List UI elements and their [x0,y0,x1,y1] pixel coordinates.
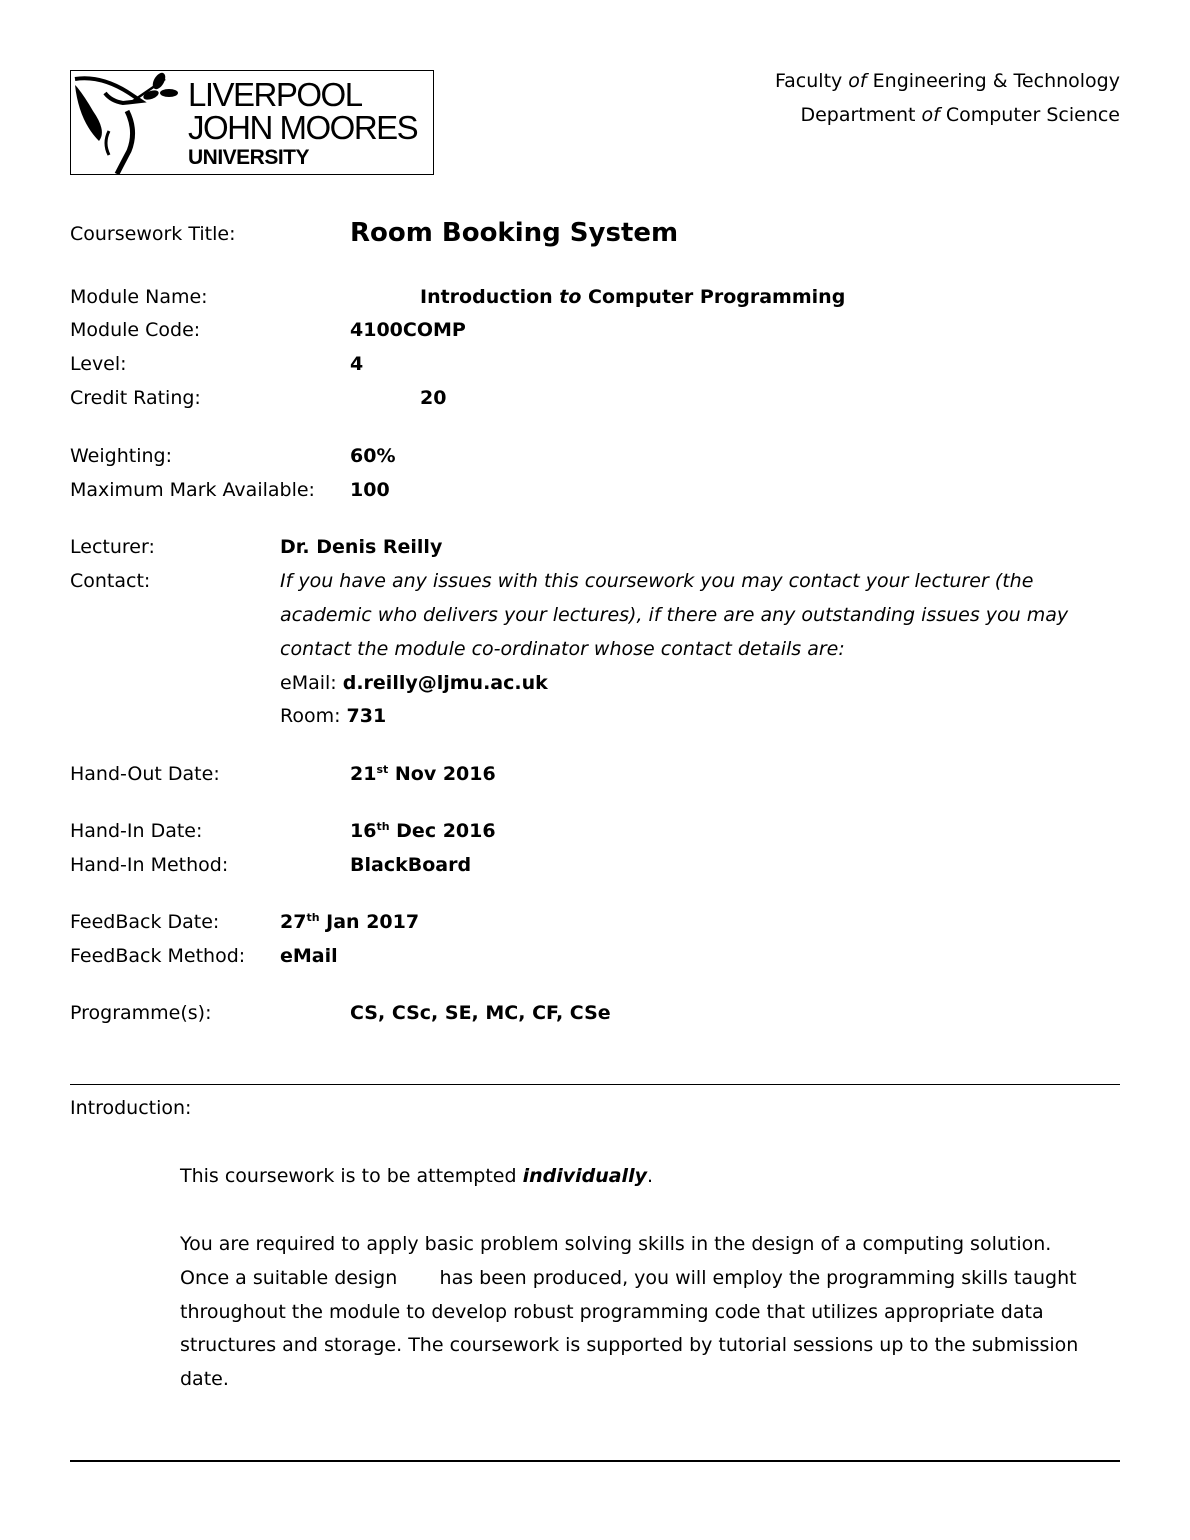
university-logo [70,70,434,175]
lecturer: Dr. Denis Reilly [280,536,443,558]
intro-paragraph-1 [180,1164,653,1188]
programmes: CS, CSc, SE, MC, CF, CSe [350,1002,611,1024]
divider [70,1460,1120,1462]
room-row [280,704,386,728]
handout-label: Hand-Out Date: [70,763,220,785]
text: 27 [280,911,307,933]
intro-paragraph-2-line: throughout the module to develop robust programming code that utilizes appropriate data [180,1301,1044,1323]
intro-paragraph-2-line: You are required to apply basic problem solving skills in the design of a computing solution. [180,1233,1052,1255]
text: Computer Science [939,104,1120,126]
text: Engineering & Technology [866,70,1120,92]
text: of [848,70,867,92]
text: 21 [350,763,377,785]
email-row [280,671,548,695]
logo-line-1: LIVERPOOL [188,76,362,113]
text: Computer Programming [581,286,846,308]
text: . [646,1165,654,1187]
room-label: Room: [280,705,347,727]
logo-line-2: JOHN MOORES [188,109,418,146]
contact-label: Contact: [70,570,151,592]
handout-date [350,762,496,786]
text: th [306,911,320,924]
credit-label: Credit Rating: [70,387,201,409]
email-link[interactable]: d.reilly@ljmu.ac.uk [342,672,548,694]
text: to [559,286,582,308]
text: Introduction [420,286,560,308]
text: 16 [350,820,377,842]
email-label: eMail: [280,672,343,694]
text: This coursework is to be attempted [180,1165,523,1187]
text: th [376,820,390,833]
handin-method: BlackBoard [350,854,472,876]
feedback-method-label: FeedBack Method: [70,945,246,967]
text: individually [522,1165,647,1187]
introduction-heading: Introduction: [70,1097,192,1119]
level: 4 [350,353,364,375]
max-mark: 100 [350,479,390,501]
department-name [800,103,1120,127]
room: 731 [346,705,387,727]
text: Nov 2016 [388,763,496,785]
intro-paragraph-2-line: Once a suitable design has been produced, you will employ the programming skills taught [180,1267,1077,1289]
module-code: 4100COMP [350,319,466,341]
title-label: Coursework Title: [70,223,236,245]
handin-method-label: Hand-In Method: [70,854,229,876]
module-name-label: Module Name: [70,286,208,308]
contact-text: contact the module co-ordinator whose contact details are: [280,638,845,660]
intro-paragraph-2-line: structures and storage. The coursework is supported by tutorial sessions up to the submission [180,1334,1079,1356]
module-name [420,285,845,309]
weighting-label: Weighting: [70,445,172,467]
text: of [921,104,940,126]
max-mark-label: Maximum Mark Available: [70,479,315,501]
handin-date [350,819,496,843]
lecturer-label: Lecturer: [70,536,155,558]
weighting: 60% [350,445,396,467]
text: Dec 2016 [389,820,496,842]
text: st [376,763,389,776]
feedback-method: eMail [280,945,338,967]
feedback-label: FeedBack Date: [70,911,220,933]
level-label: Level: [70,353,127,375]
credit-rating: 20 [420,387,447,409]
intro-paragraph-2-line: date. [180,1368,229,1390]
faculty-name [775,69,1120,93]
module-code-label: Module Code: [70,319,201,341]
text: Faculty [774,70,849,92]
programmes-label: Programme(s): [70,1002,212,1024]
logo-line-3: UNIVERSITY [188,146,310,169]
contact-text: If you have any issues with this coursework you may contact your lecturer (the [280,570,1034,592]
liver-bird-icon [71,71,186,174]
divider [70,1084,1120,1085]
text: Department [800,104,922,126]
coursework-title: Room Booking System [350,218,679,248]
handin-label: Hand-In Date: [70,820,203,842]
contact-text: academic who delivers your lectures), if there are any outstanding issues you may [280,604,1069,626]
feedback-date [280,910,419,934]
text: Jan 2017 [319,911,420,933]
